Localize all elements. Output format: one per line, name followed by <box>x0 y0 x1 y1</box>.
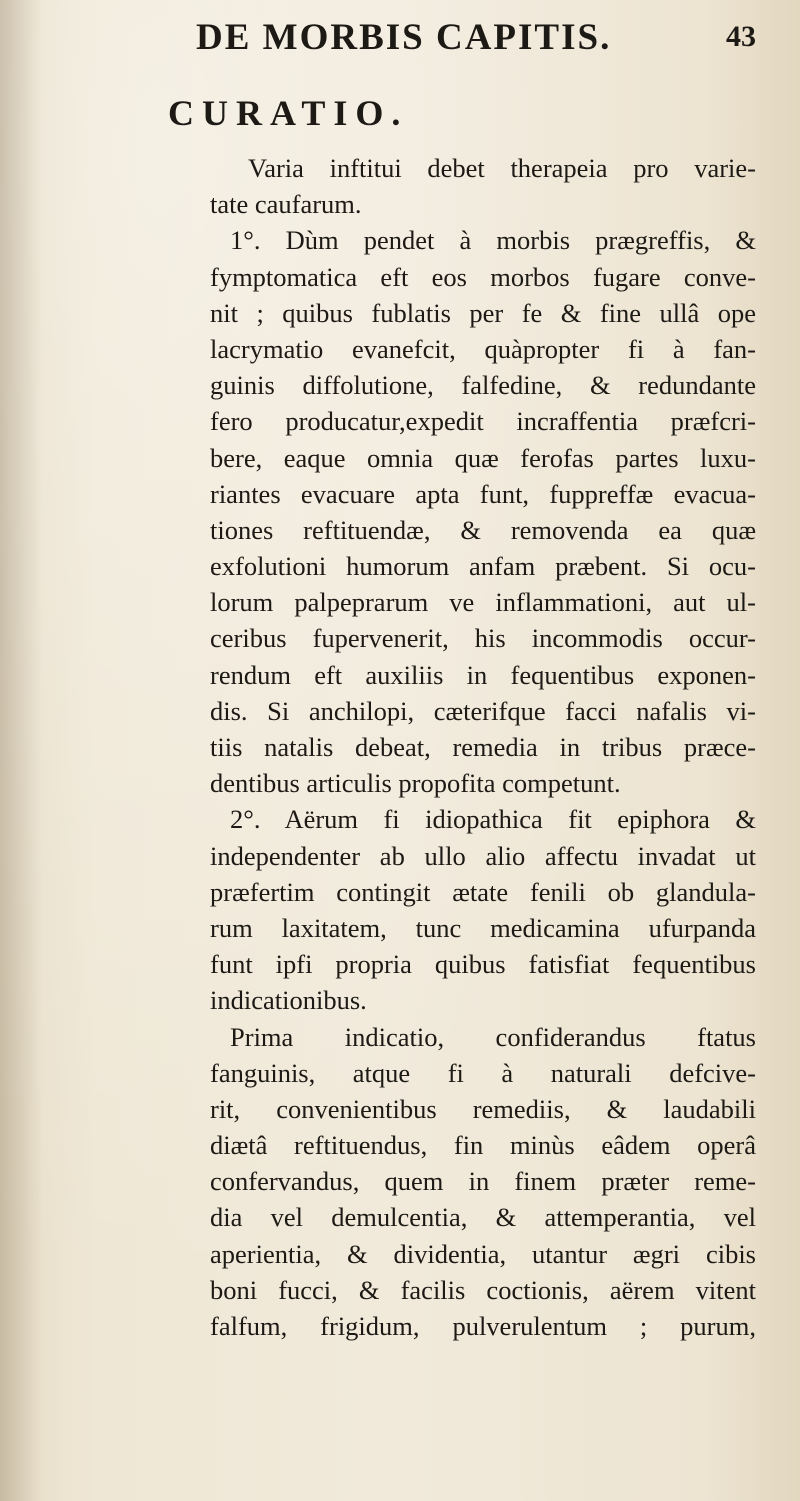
text-line: rendum eft auxiliis in fequentibus exponen- <box>210 659 756 690</box>
text-line: lorum palpeprarum ve inflammationi, aut ul- <box>210 587 756 618</box>
body-text <box>210 150 756 1344</box>
page-number: 43 <box>726 20 756 53</box>
text-line: diætâ reftituendus, fin minùs eâdem operâ <box>210 1130 756 1161</box>
text-line: tiis natalis debeat, remedia in tribus præce- <box>210 732 756 762</box>
running-head-title: DE MORBIS CAPITIS. <box>196 17 612 58</box>
text-line: funt ipfi propria quibus fatisfiat fequentibus <box>210 949 756 980</box>
text-line: lacrymatio evanefcit, quàpropter fi à fan- <box>210 333 756 364</box>
text-line: tate caufarum. <box>210 189 362 220</box>
text-line: dentibus articulis propofita competunt. <box>210 768 621 799</box>
text-line: rit, convenientibus remediis, & laudabili <box>210 1093 756 1124</box>
text-line: fero producatur,expedit incraffentia præfcri- <box>210 406 756 437</box>
page-edge-shadow <box>0 0 42 1501</box>
text-line: rum laxitatem, tunc medicamina ufurpanda <box>210 912 756 943</box>
text-line: Varia inftitui debet therapeia pro varie- <box>248 153 756 183</box>
text-line: fymptomatica eft eos morbos fugare conve- <box>210 261 756 292</box>
text-line: bere, eaque omnia quæ ferofas partes luxu- <box>210 442 756 473</box>
section-title: CURATIO. <box>168 93 409 133</box>
text-line: 1°. Dùm pendet à morbis prægreffis, & <box>230 225 756 256</box>
text-line: falfum, frigidum, pulverulentum ; purum, <box>210 1311 756 1341</box>
text-line: præfertim contingit ætate fenili ob glandula- <box>210 876 756 907</box>
text-line: confervandus, quem in finem præter reme- <box>210 1166 756 1197</box>
text-line: guinis diffolutione, falfedine, & redundante <box>210 370 756 401</box>
text-line: boni fucci, & facilis coctionis, aërem vitent <box>210 1274 756 1305</box>
text-line: exfolutioni humorum anfam præbent. Si ocu- <box>210 551 756 582</box>
text-line: dis. Si anchilopi, cæterifque facci nafalis vi- <box>210 695 756 726</box>
text-line: indicationibus. <box>210 985 367 1016</box>
text-line: riantes evacuare apta funt, fuppreffæ evacua- <box>210 478 756 509</box>
text-line: aperientia, & dividentia, utantur ægri cibis <box>210 1238 756 1269</box>
text-line: 2°. Aërum fi idiopathica fit epiphora & <box>230 804 756 835</box>
text-line: tiones reftituendæ, & removenda ea quæ <box>210 514 756 545</box>
text-line: Prima indicatio, confiderandus ftatus <box>230 1021 756 1052</box>
text-line: independenter ab ullo alio affectu invadat ut <box>210 840 756 871</box>
text-line: fanguinis, atque fi à naturali defcive- <box>210 1057 756 1088</box>
text-line: nit ; quibus fublatis per fe & fine ullâ ope <box>210 297 756 328</box>
text-line: dia vel demulcentia, & attemperantia, vel <box>210 1202 756 1233</box>
running-head <box>196 16 756 56</box>
text-line: ceribus fupervenerit, his incommodis occur- <box>210 623 756 654</box>
